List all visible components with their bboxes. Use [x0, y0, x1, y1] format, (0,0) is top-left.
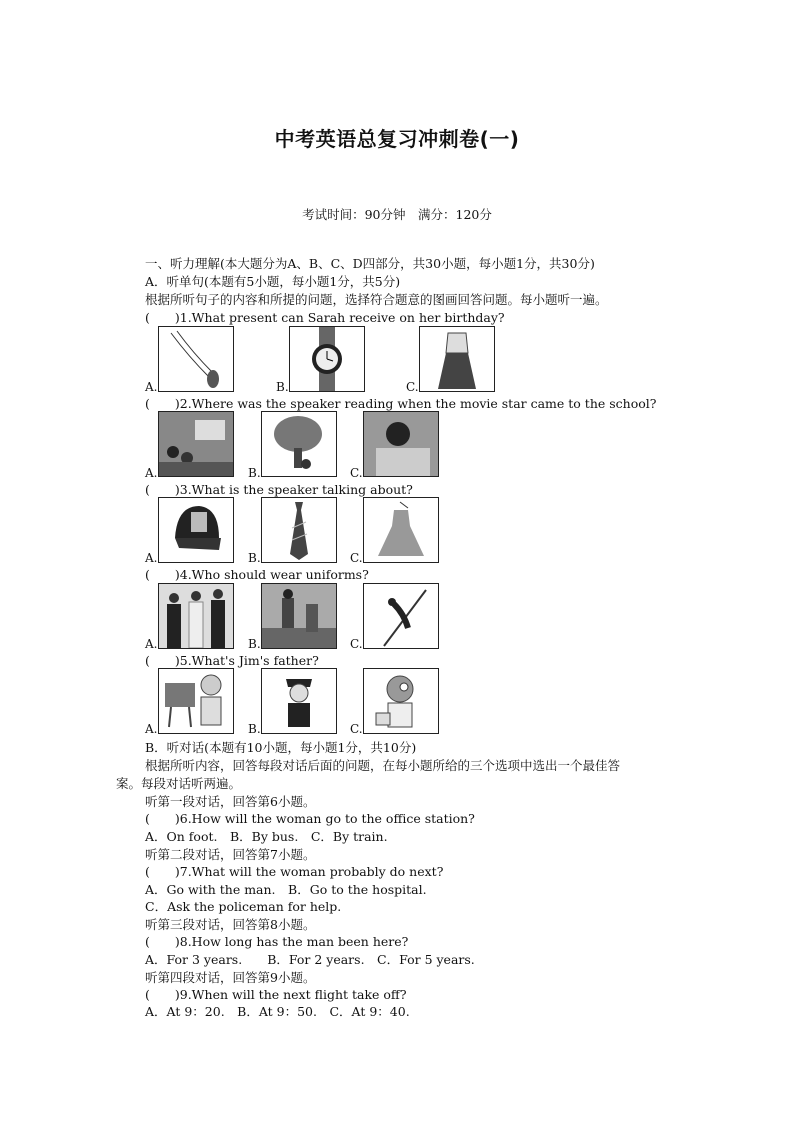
classroom-image[interactable] — [158, 411, 234, 477]
teacher-image[interactable] — [158, 668, 234, 734]
question-7-options: A．Go with the man. B．Go to the hospital. — [145, 882, 427, 897]
dialogue-line: 听第三段对话，回答第8小题。 — [145, 917, 316, 932]
question-7-option-c: C．Ask the policeman for help. — [145, 899, 342, 914]
part-b-heading: B．听对话(本题有10小题，每小题1分，共10分) — [145, 740, 417, 755]
option-c-label: C. — [350, 551, 363, 565]
option-a-label: A. — [145, 380, 158, 394]
doctor-image[interactable] — [363, 668, 439, 734]
question-8: ( )8.How long has the man been here? — [145, 934, 409, 949]
dialogue-line: 听第四段对话，回答第9小题。 — [145, 970, 316, 985]
question-3: ( )3.What is the speaker talking about? — [145, 482, 413, 497]
tree-image[interactable] — [261, 411, 337, 477]
option-b-label: B. — [248, 466, 261, 480]
dress-on-hanger-image[interactable] — [363, 497, 439, 563]
dialogue-line: 听第二段对话，回答第7小题。 — [145, 847, 316, 862]
question-8-options: A．For 3 years. B．For 2 years. C．For 5 years. — [145, 952, 475, 967]
option-a-label: A. — [145, 551, 158, 565]
option-b-label: B. — [248, 637, 261, 651]
option-c-label: C. — [406, 380, 419, 394]
desk-reading-image[interactable] — [363, 411, 439, 477]
exam-info: 考试时间：90分钟 满分：120分 — [302, 207, 492, 222]
farmers-image[interactable] — [261, 583, 337, 649]
dress-image[interactable] — [419, 326, 495, 392]
option-b-label: B. — [248, 722, 261, 736]
page-title: 中考英语总复习冲刺卷(一) — [274, 127, 520, 151]
question-4: ( )4.Who should wear uniforms? — [145, 567, 369, 582]
athlete-image[interactable] — [363, 583, 439, 649]
option-b-label: B. — [276, 380, 289, 394]
dialogue-line: 听第一段对话，回答第6小题。 — [145, 794, 316, 809]
cap-image[interactable] — [158, 497, 234, 563]
policeman-image[interactable] — [261, 668, 337, 734]
question-9: ( )9.When will the next flight take off? — [145, 987, 407, 1002]
part-b-instructions-cont: 案。每段对话听两遍。 — [116, 776, 242, 791]
question-1: ( )1.What present can Sarah receive on her birthday? — [145, 310, 505, 325]
option-a-label: A. — [145, 722, 158, 736]
tie-image[interactable] — [261, 497, 337, 563]
part-a-heading: A．听单句(本题有5小题，每小题1分，共5分) — [145, 274, 401, 289]
option-c-label: C. — [350, 466, 363, 480]
question-5: ( )5.What's Jim's father? — [145, 653, 319, 668]
question-7: ( )7.What will the woman probably do next? — [145, 864, 444, 879]
question-2: ( )2.Where was the speaker reading when the movie star came to the school? — [145, 396, 657, 411]
option-c-label: C. — [350, 637, 363, 651]
question-6-options: A．On foot. B．By bus. C．By train. — [145, 829, 388, 844]
option-a-label: A. — [145, 466, 158, 480]
part-b-instructions: 根据所听内容，回答每段对话后面的问题，在每小题所给的三个选项中选出一个最佳答 — [145, 758, 621, 773]
part-a-instructions: 根据所听句子的内容和所提的问题，选择符合题意的图画回答问题。每小题听一遍。 — [145, 292, 608, 307]
section-heading: 一、听力理解(本大题分为A、B、C、D四部分，共30小题，每小题1分，共30分) — [145, 256, 595, 271]
necklace-image[interactable] — [158, 326, 234, 392]
option-c-label: C. — [350, 722, 363, 736]
wristwatch-image[interactable] — [289, 326, 365, 392]
option-b-label: B. — [248, 551, 261, 565]
option-a-label: A. — [145, 637, 158, 651]
question-9-options: A．At 9：20. B．At 9：50. C．At 9：40. — [145, 1004, 410, 1019]
business-people-image[interactable] — [158, 583, 234, 649]
question-6: ( )6.How will the woman go to the office station? — [145, 811, 475, 826]
